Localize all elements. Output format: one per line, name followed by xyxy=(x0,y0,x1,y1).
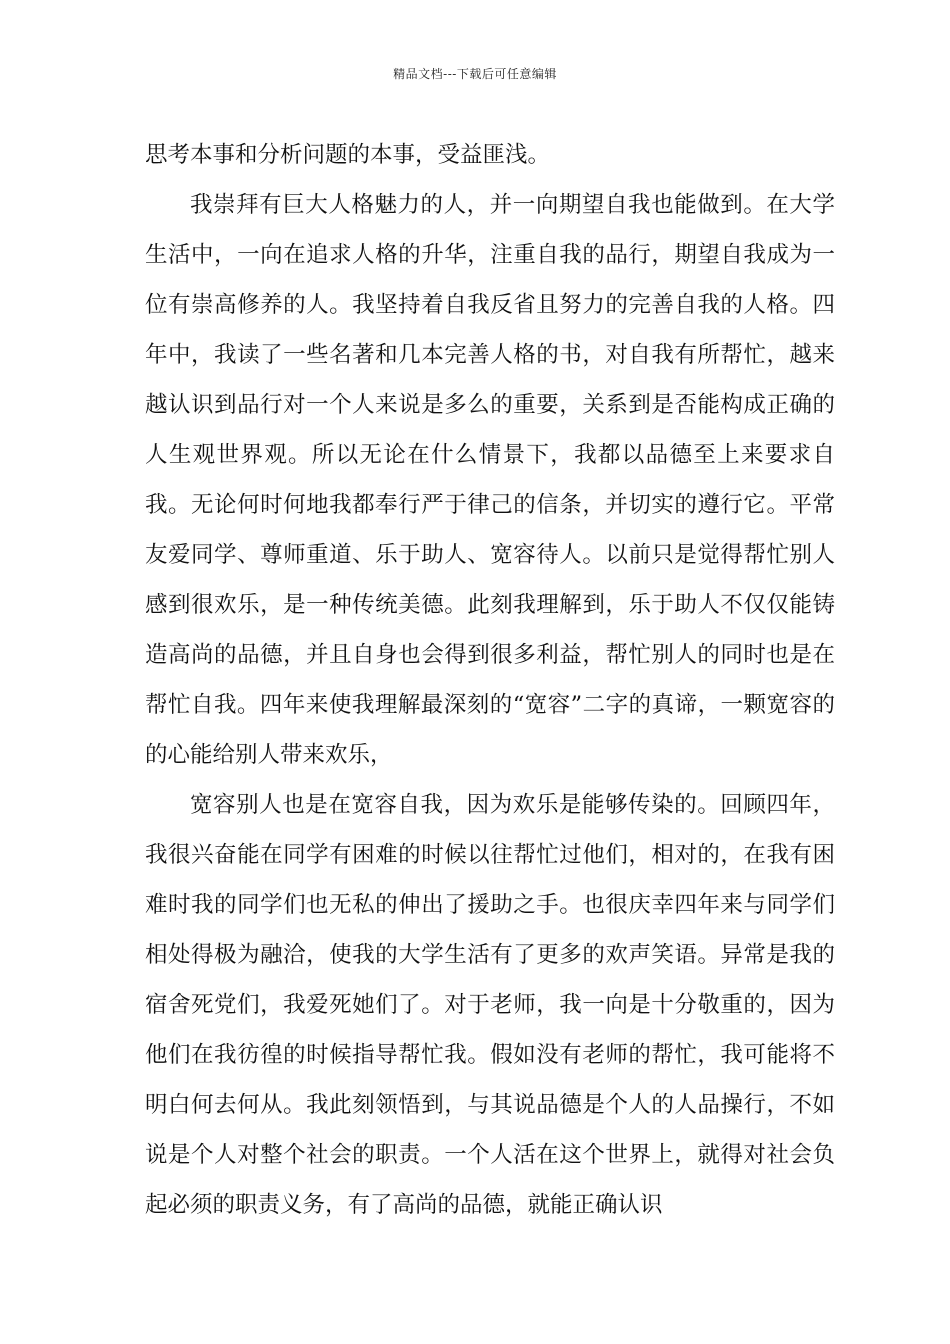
page-header: 精品文档---下载后可任意编辑 xyxy=(393,67,557,81)
paragraph-tolerance: 宽容别人也是在宽容自我，因为欢乐是能够传染的。回顾四年，我很兴奋能在同学有困难的时候以往帮忙过他们，相对的，在我有困难时我的同学们也无私的伸出了援助之手。也很庆幸四年来与同学们相处得极为融洽，使我的大学生活有了更多的欢声笑语。异常是我的宿舍死党们，我爱死她们了。对于老师，我一向是十分敬重的，因为他们在我彷徨的时候指导帮忙我。假如没有老师的帮忙，我可能将不明白何去何从。我此刻领悟到，与其说品德是个人的人品操行，不如说是个人对整个社会的职责。一个人活在这个世界上，就得对社会负起必须的职责义务，有了高尚的品德，就能正确认识 xyxy=(145,792,835,1218)
paragraph-continuation: 思考本事和分析问题的本事，受益匪浅。 xyxy=(145,142,551,168)
document-body xyxy=(145,130,835,1230)
paragraph-personality: 我崇拜有巨大人格魅力的人，并一向期望自我也能做到。在大学生活中，一向在追求人格的升华，注重自我的品行，期望自我成为一位有崇高修养的人。我坚持着自我反省且努力的完善自我的人格。四年中，我读了一些名著和几本完善人格的书，对自我有所帮忙，越来越认识到品行对一个人来说是多么的重要，关系到是否能构成正确的人生观世界观。所以无论在什么情景下，我都以品德至上来要求自我。无论何时何地我都奉行严于律己的信条，并切实的遵行它。平常友爱同学、尊师重道、乐于助人、宽容待人。以前只是觉得帮忙别人感到很欢乐，是一种传统美德。此刻我理解到，乐于助人不仅仅能铸造高尚的品德，并且自身也会得到很多利益，帮忙别人的同时也是在帮忙自我。四年来使我理解最深刻的“宽容”二字的真谛，一颗宽容的的心能给别人带来欢乐， xyxy=(145,192,835,768)
